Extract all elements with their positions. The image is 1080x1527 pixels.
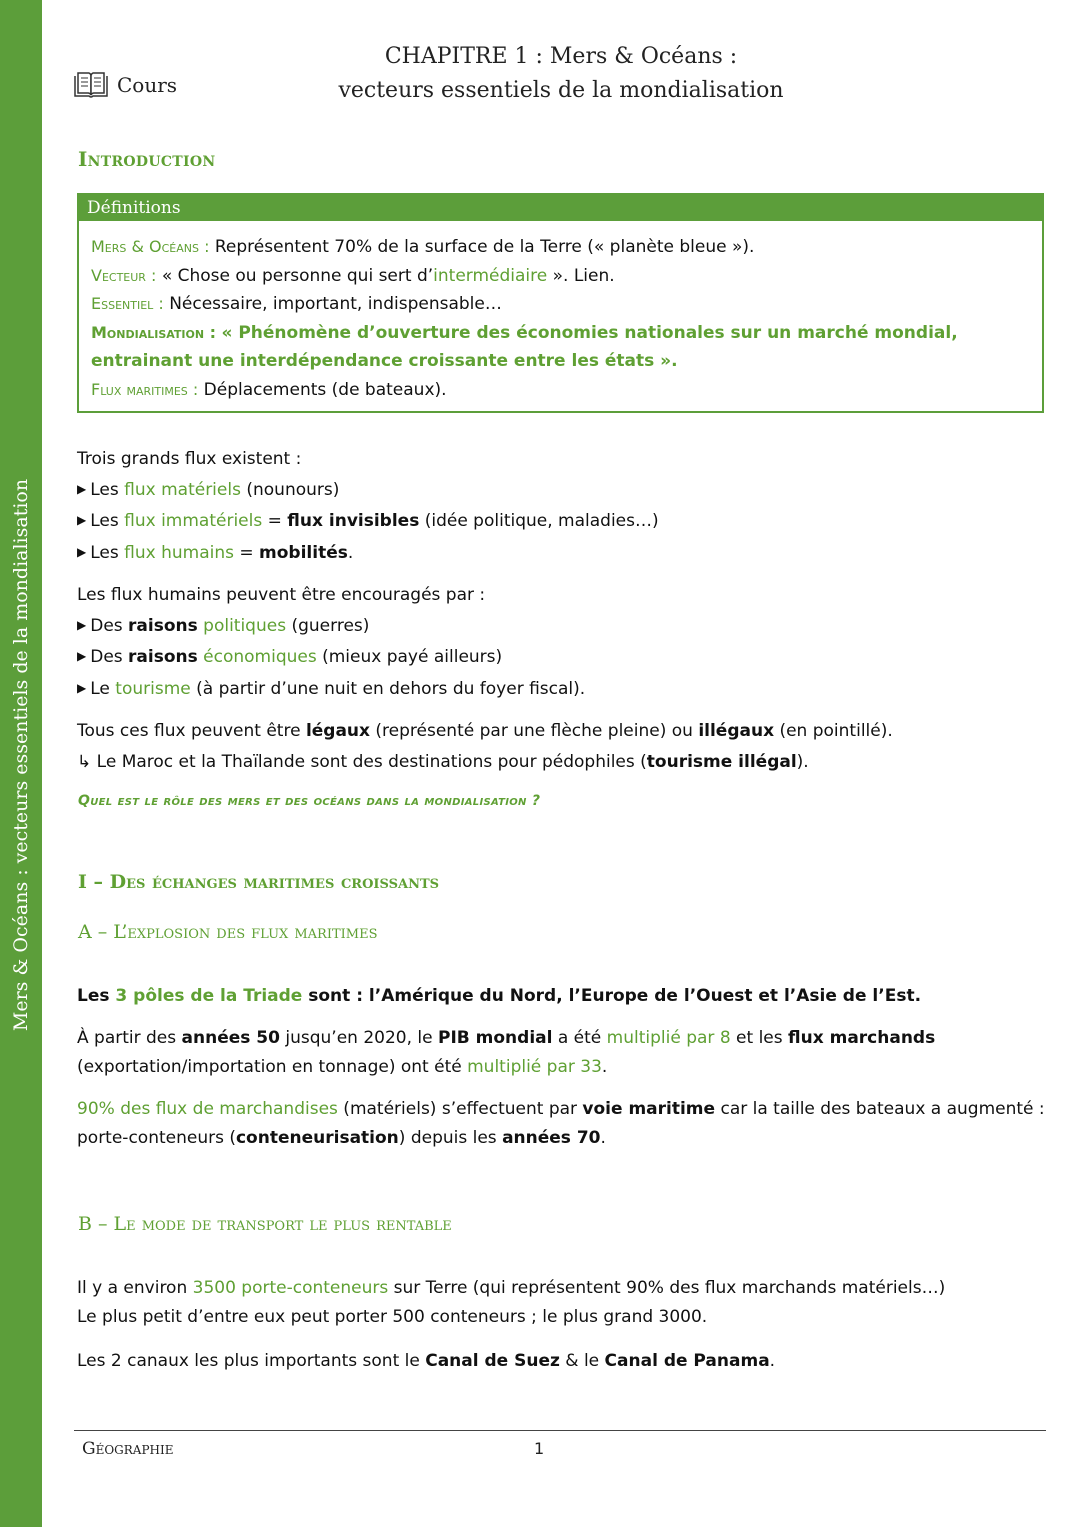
legal-paragraph: Tous ces flux peuvent être légaux (représenté par une flèche pleine) ou illégaux (en pointillé). ↳ Le Maroc et la Thaïlande sont des destinations pour pédophiles (tourisme illégal). (77, 721, 893, 772)
cours-badge (72, 70, 177, 100)
cours-label: Cours (117, 73, 178, 97)
list-item: ▶ Des raisons politiques (guerres) (77, 615, 370, 636)
definition-item: Mondialisation : « Phénomène d’ouverture des économies nationales sur un marché mondial, entrainant une interdépendance croissante entre les états ». (91, 322, 958, 371)
section1-heading: I – Des échanges maritimes croissants (78, 871, 440, 893)
chapter-title-line1: CHAPITRE 1 : Mers & Océans : (384, 44, 738, 69)
definitions-box (77, 193, 1044, 413)
bullet-arrow-icon: ▶ (77, 513, 87, 527)
bullet-arrow-icon: ▶ (77, 680, 87, 695)
list-item: ▶ Les flux immatériels = flux invisibles (idée politique, maladies…) (77, 511, 659, 531)
definitions-list (79, 221, 1042, 404)
humains-intro: Les flux humains peuvent être encouragés par : (77, 585, 486, 605)
footer-subject: Géographie (82, 1439, 174, 1459)
side-bar (0, 0, 42, 1527)
definition-item: Mers & Océans : Représentent 70% de la surface de la Terre (« planète bleue »). (91, 237, 755, 257)
triade-paragraph: Les 3 pôles de la Triade sont : l’Amérique du Nord, l’Europe de l’Ouest et l’Asie de l’Est. (77, 986, 922, 1006)
maritime-paragraph: 90% des flux de marchandises (matériels) s’effectuent par voie maritime car la taille des bateaux a augmenté : porte-conteneurs (conteneurisation) depuis les années 70. (77, 1099, 1045, 1148)
definition-item: Flux maritimes : Déplacements (de bateaux). (91, 379, 447, 400)
side-bar-title: Mers & Océans : vecteurs essentiels de la mondialisation (10, 478, 32, 1032)
bullet-arrow-icon: ▶ (77, 617, 87, 632)
definition-item: Essentiel : Nécessaire, important, indispensable… (91, 294, 502, 314)
bullet-arrow-icon: ▶ (77, 649, 87, 663)
list-item: ▶ Les flux matériels (nounours) (77, 479, 340, 500)
chapter-title-line2: vecteurs essentiels de la mondialisation (338, 78, 784, 103)
chapter-title (300, 40, 822, 108)
problematique-question: Quel est le rôle des mers et des océans dans la mondialisation ? (78, 793, 541, 809)
list-item: ▶ Les flux humains = mobilités. (77, 542, 354, 563)
return-arrow-icon: ↳ (77, 751, 92, 772)
bullet-arrow-icon: ▶ (77, 544, 87, 559)
bullet-arrow-icon: ▶ (77, 481, 87, 496)
porte-conteneurs-paragraph: Il y a environ 3500 porte-conteneurs sur Terre (qui représentent 90% des flux marchands matériels…) Le plus petit d’entre eux peut porter 500 conteneurs ; le plus grand 3000. (77, 1278, 946, 1327)
pib-paragraph: À partir des années 50 jusqu’en 2020, le PIB mondial a été multiplié par 8 et les flux marchands (exportation/importation en tonnage) ont été multiplié par 33. (77, 1028, 936, 1077)
list-item: ▶ Le tourisme (à partir d’une nuit en dehors du foyer fiscal). (77, 678, 586, 699)
page-number: 1 (534, 1439, 545, 1458)
subsection-a-heading: A – L’explosion des flux maritimes (78, 921, 378, 943)
flux-list (77, 444, 1047, 569)
canaux-paragraph: Les 2 canaux les plus importants sont le Canal de Suez & le Canal de Panama. (77, 1351, 776, 1371)
humains-list (77, 580, 1047, 705)
list-item: ▶ Des raisons économiques (mieux payé ailleurs) (77, 647, 503, 667)
book-icon (72, 70, 110, 100)
definition-item: Vecteur : « Chose ou personne qui sert d’intermédiaire ». Lien. (91, 265, 615, 286)
introduction-heading: Introduction (78, 147, 216, 171)
definitions-box-title: Définitions (79, 195, 1042, 221)
subsection-b-heading: B – Le mode de transport le plus rentable (78, 1213, 452, 1235)
flux-intro: Trois grands flux existent : (77, 449, 302, 469)
footer-divider (74, 1430, 1046, 1431)
